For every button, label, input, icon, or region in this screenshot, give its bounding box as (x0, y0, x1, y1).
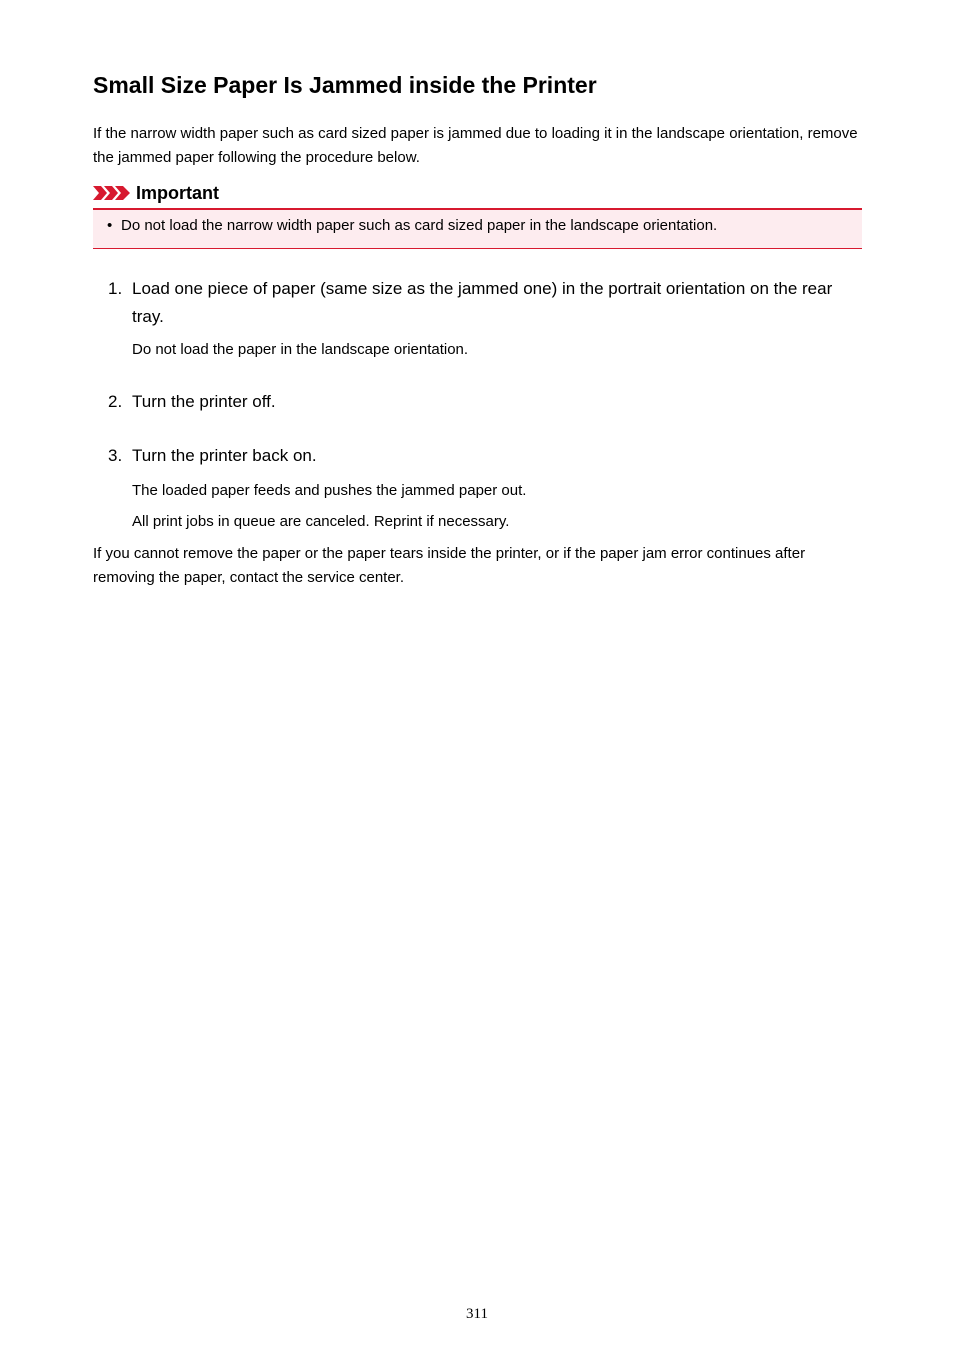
step-3-note-1: The loaded paper feeds and pushes the jammed paper out. (132, 482, 527, 499)
important-item-text: Do not load the narrow width paper such as card sized paper in the landscape orientation. (121, 217, 718, 234)
step-3 (93, 442, 862, 470)
step-1 (93, 275, 862, 331)
page-number: 311 (466, 1306, 488, 1322)
step-text: Turn the printer back on. (132, 446, 317, 465)
bullet-icon: • (107, 217, 113, 234)
important-box (93, 208, 862, 249)
important-heading (93, 181, 219, 205)
step-2 (93, 388, 862, 416)
step-3-note-2: All print jobs in queue are canceled. Reprint if necessary. (132, 513, 510, 530)
step-number: 3. (108, 446, 123, 465)
step-text: Turn the printer off. (132, 392, 276, 411)
intro-paragraph: If the narrow width paper such as card sized paper is jammed due to loading it in the landscape orientation, remove the jammed paper following the procedure below. (93, 125, 858, 166)
step-text: Load one piece of paper (same size as the jammed one) in the portrait orientation on the rear tray. (132, 279, 833, 326)
step-number: 2. (108, 392, 123, 411)
important-item (107, 216, 717, 236)
step-1-note: Do not load the paper in the landscape orientation. (132, 341, 469, 358)
step-number: 1. (108, 279, 123, 298)
closing-paragraph: If you cannot remove the paper or the paper tears inside the printer, or if the paper jam error continues after removing the paper, contact the service center. (93, 545, 806, 586)
important-label: Important (136, 183, 219, 203)
important-chevrons-icon (93, 185, 131, 201)
page-title: Small Size Paper Is Jammed inside the Printer (93, 72, 597, 98)
